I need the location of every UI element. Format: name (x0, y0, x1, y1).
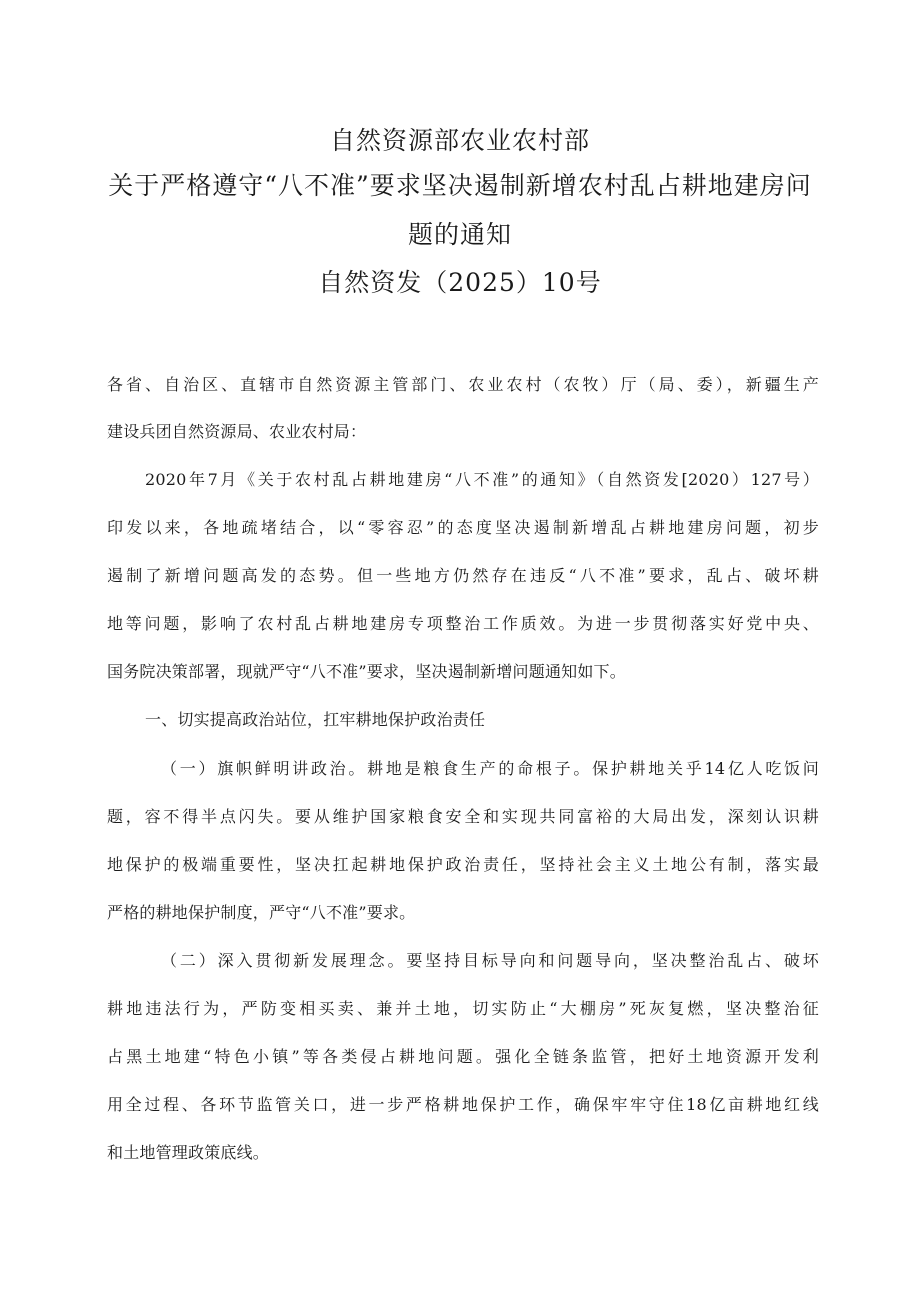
paragraph-line: 严格的耕地保护制度，严守“八不准”要求。 (107, 903, 416, 922)
paragraph-line: 国务院决策部署，现就严守“八不准”要求，坚决遏制新增问题通知如下。 (107, 662, 626, 681)
title-issuers: 自然资源部农业农村部 (329, 126, 590, 155)
paragraph-line: 题，容不得半点闪失。要从维护国家粮食安全和实现共同富裕的大局出发，深刻认识耕 (107, 807, 819, 826)
paragraph-line: 和土地管理政策底线。 (107, 1143, 270, 1162)
title-subject-line-2: 题的通知 (407, 220, 512, 249)
document-number: 自然资发（2025）10号 (318, 268, 602, 297)
paragraph-line: （一）旗帜鲜明讲政治。耕地是粮食生产的命根子。保护耕地关乎14亿人吃饭问 (161, 759, 819, 778)
paragraph-line: 2020年7月《关于农村乱占耕地建房“八不准”的通知》（自然资发[2020）127号） (145, 470, 819, 489)
paragraph-line: 耕地违法行为，严防变相买卖、兼并土地，切实防止“大棚房”死灰复燃，坚决整治征 (107, 999, 819, 1018)
paragraph-line: 印发以来，各地疏堵结合，以“零容忍”的态度坚决遏制新增乱占耕地建房问题，初步 (107, 518, 819, 537)
paragraph-line: 用全过程、各环节监管关口，进一步严格耕地保护工作，确保牢牢守住18亿亩耕地红线 (107, 1095, 819, 1114)
paragraph-line: （二）深入贯彻新发展理念。要坚持目标导向和问题导向，坚决整治乱占、破坏 (161, 951, 819, 970)
title-subject-line-1: 关于严格遵守“八不准”要求坚决遏制新增农村乱占耕地建房问 (108, 171, 812, 200)
paragraph-line: 遏制了新增问题高发的态势。但一些地方仍然存在违反“八不准”要求，乱占、破坏耕 (107, 566, 819, 585)
section-heading: 一、切实提高政治站位，扛牢耕地保护政治责任 (145, 710, 486, 729)
paragraph-line: 地等问题，影响了农村乱占耕地建房专项整治工作质效。为进一步贯彻落实好党中央、 (107, 614, 819, 633)
salutation-line: 各省、自治区、直辖市自然资源主管部门、农业农村（农牧）厅（局、委），新疆生产 (107, 375, 819, 394)
paragraph-line: 地保护的极端重要性，坚决扛起耕地保护政治责任，坚持社会主义土地公有制，落实最 (107, 855, 819, 874)
salutation-line: 建设兵团自然资源局、农业农村局： (107, 422, 367, 441)
paragraph-line: 占黑土地建“特色小镇”等各类侵占耕地问题。强化全链条监管，把好土地资源开发利 (107, 1047, 819, 1066)
